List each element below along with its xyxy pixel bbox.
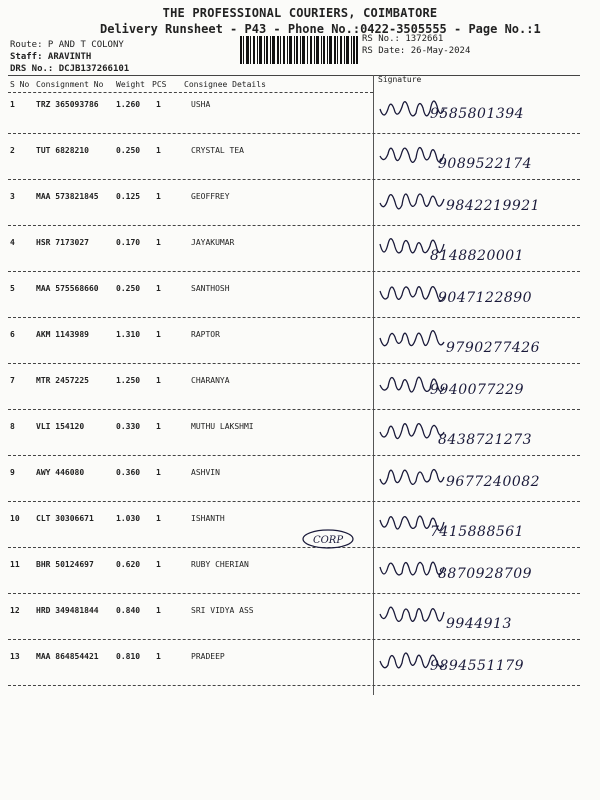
row-weight: 0.810: [116, 652, 141, 661]
row-sno: 9: [10, 468, 15, 477]
row-consignee: MUTHU LAKSHMI: [191, 422, 254, 431]
row-separator: [8, 685, 580, 686]
col-header-sno: S No: [10, 80, 30, 89]
rs-date: RS Date: 26-May-2024: [362, 46, 471, 56]
col-header-signature: Signature: [378, 75, 422, 84]
row-consignee: SANTHOSH: [191, 284, 230, 293]
runsheet-title: Delivery Runsheet - P43 - Phone No.:0422-3505555 - Page No.:1: [100, 22, 541, 36]
row-consignment-no: BHR 50124697: [36, 560, 94, 569]
signature-block: [370, 410, 590, 458]
row-pcs: 1: [156, 376, 161, 385]
row-consignment-no: MTR 2457225: [36, 376, 89, 385]
rs-number: RS No.: 1372661: [362, 34, 444, 44]
row-consignee: RAPTOR: [191, 330, 220, 339]
row-sno: 5: [10, 284, 15, 293]
row-pcs: 1: [156, 100, 161, 109]
row-pcs: 1: [156, 468, 161, 477]
row-consignee: JAYAKUMAR: [191, 238, 235, 247]
signature-block: [370, 88, 590, 136]
row-consignment-no: AKM 1143989: [36, 330, 89, 339]
col-header-consignment: Consignment No: [36, 80, 104, 89]
row-pcs: 1: [156, 606, 161, 615]
signature-phone-number: 9585801394: [430, 106, 525, 122]
row-consignment-no: VLI 154120: [36, 422, 85, 431]
row-consignee: USHA: [191, 100, 211, 109]
row-pcs: 1: [156, 560, 161, 569]
row-weight: 0.360: [116, 468, 141, 477]
row-sno: 11: [10, 560, 20, 569]
signature-block: [370, 364, 590, 412]
row-pcs: 1: [156, 146, 161, 155]
row-weight: 1.260: [116, 100, 141, 109]
row-consignee: RUBY CHERIAN: [191, 560, 249, 569]
corp-stamp: [301, 528, 355, 550]
row-weight: 0.620: [116, 560, 141, 569]
row-consignment-no: TRZ 365093786: [36, 100, 99, 109]
signature-phone-number: 9894551179: [430, 658, 525, 674]
signature-phone-number: 9047122890: [438, 290, 533, 306]
row-weight: 1.310: [116, 330, 141, 339]
row-sno: 12: [10, 606, 20, 615]
row-consignee: SRI VIDYA ASS: [191, 606, 254, 615]
row-consignee: ISHANTH: [191, 514, 225, 523]
row-pcs: 1: [156, 238, 161, 247]
row-weight: 1.250: [116, 376, 141, 385]
signature-phone-number: 9940077229: [430, 382, 525, 398]
row-weight: 0.170: [116, 238, 141, 247]
stamp-text: CORP: [312, 535, 344, 546]
signature-block: [370, 318, 590, 366]
signature-phone-number: 9677240082: [446, 474, 541, 490]
row-pcs: 1: [156, 652, 161, 661]
row-weight: 0.330: [116, 422, 141, 431]
signature-block: [370, 272, 590, 320]
row-pcs: 1: [156, 514, 161, 523]
row-sno: 13: [10, 652, 20, 661]
row-consignee: GEOFFREY: [191, 192, 230, 201]
col-header-weight: Weight: [116, 80, 145, 89]
barcode-image: [240, 36, 358, 64]
row-consignment-no: MAA 575568660: [36, 284, 99, 293]
signature-block: [370, 134, 590, 182]
signature-block: [370, 180, 590, 228]
row-sno: 2: [10, 146, 15, 155]
row-pcs: 1: [156, 330, 161, 339]
signature-phone-number: 9790277426: [446, 340, 541, 356]
signature-block: [370, 640, 590, 688]
row-pcs: 1: [156, 284, 161, 293]
company-title: THE PROFESSIONAL COURIERS, COIMBATORE: [162, 6, 438, 20]
signature-phone-number: 8148820001: [430, 248, 525, 264]
row-consignment-no: HRD 349481844: [36, 606, 99, 615]
staff-label: Staff: ARAVINTH: [10, 52, 92, 62]
row-consignment-no: TUT 6828210: [36, 146, 89, 155]
signature-block: [370, 594, 590, 642]
row-weight: 0.250: [116, 146, 141, 155]
row-consignment-no: AWY 446080: [36, 468, 85, 477]
row-sno: 7: [10, 376, 15, 385]
signature-phone-number: 9842219921: [446, 198, 541, 214]
row-sno: 1: [10, 100, 15, 109]
row-weight: 0.840: [116, 606, 141, 615]
row-consignee: PRADEEP: [191, 652, 225, 661]
drs-number: DRS No.: DCJB137266101: [10, 64, 130, 74]
signature-phone-number: 8438721273: [438, 432, 533, 448]
row-weight: 1.030: [116, 514, 141, 523]
row-consignee: CHARANYA: [191, 376, 230, 385]
col-header-pcs: PCS: [152, 80, 167, 89]
signature-block: [370, 226, 590, 274]
signature-phone-number: 9944913: [446, 616, 512, 632]
signature-block: [370, 456, 590, 504]
row-sno: 3: [10, 192, 15, 201]
signature-block: [370, 502, 590, 550]
header-rule: [8, 92, 373, 93]
signature-phone-number: 8870928709: [438, 566, 533, 582]
row-consignment-no: CLT 30306671: [36, 514, 94, 523]
row-sno: 4: [10, 238, 15, 247]
row-consignment-no: HSR 7173027: [36, 238, 89, 247]
row-weight: 0.125: [116, 192, 141, 201]
signature-block: [370, 548, 590, 596]
signature-phone-number: 7415888561: [430, 524, 525, 540]
row-weight: 0.250: [116, 284, 141, 293]
table-top-rule: [8, 75, 580, 76]
signature-phone-number: 9089522174: [438, 156, 533, 172]
row-sno: 8: [10, 422, 15, 431]
route-label: Route: P AND T COLONY: [10, 40, 124, 50]
row-pcs: 1: [156, 422, 161, 431]
row-sno: 10: [10, 514, 20, 523]
col-header-consignee: Consignee Details: [184, 80, 266, 89]
row-consignee: ASHVIN: [191, 468, 220, 477]
row-consignment-no: MAA 573821845: [36, 192, 99, 201]
row-consignee: CRYSTAL TEA: [191, 146, 244, 155]
row-pcs: 1: [156, 192, 161, 201]
row-sno: 6: [10, 330, 15, 339]
row-consignment-no: MAA 864854421: [36, 652, 99, 661]
